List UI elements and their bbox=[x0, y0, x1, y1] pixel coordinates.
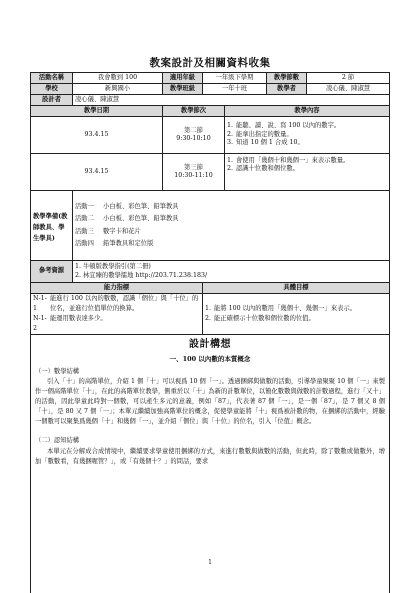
designer-value: 凌心儀、陳淑慧 bbox=[73, 95, 390, 106]
document-title: 教案設計及相關資料收集 bbox=[149, 57, 271, 69]
school-value: 新興國小 bbox=[73, 84, 163, 95]
design-row bbox=[31, 335, 390, 593]
ability-item: N-1-2 能運用數表達多少。 bbox=[33, 315, 107, 332]
session-name: 第二節 bbox=[184, 126, 203, 134]
indicators-header-row bbox=[31, 283, 390, 294]
grade-value: 一年級下學期 bbox=[203, 73, 267, 84]
design-section bbox=[31, 335, 390, 593]
references-row bbox=[31, 261, 390, 283]
grade-label: 適用年級 bbox=[163, 73, 203, 84]
content-item: 2. 能拿出指定的數量。 bbox=[227, 130, 293, 138]
page-number: 1 bbox=[208, 559, 212, 566]
schedule-content bbox=[225, 117, 390, 154]
goal-header: 具體目標 bbox=[203, 283, 390, 294]
goal-item: 2. 能正確標示十位數和個位數的位值。 bbox=[205, 315, 315, 322]
resource-item: 活動二 小白板、彩色筆、鉛筆教具 bbox=[75, 215, 179, 222]
paragraph: 本單元在分解成合成情境中，繼續要求學童使用捆綁的方式，來進行數數與做數的活動，但此時，除了數數或做數外，增加「數數看，有幾捆喔管？」，或「有幾個十？」的問話，要求 bbox=[35, 447, 385, 465]
sessions-value: 2 節 bbox=[307, 73, 390, 84]
resources-label: 教學準備(教師教具、學生學具) bbox=[31, 191, 73, 261]
designer-label: 設計者 bbox=[31, 95, 73, 106]
reference-item: 2. 林宜臻的數學擂地 http://203.71.238.183/ bbox=[75, 271, 208, 279]
ability-list bbox=[31, 294, 203, 335]
indicators-row bbox=[31, 294, 390, 335]
lesson-plan-table bbox=[30, 72, 390, 593]
goal-item: 1. 能將 100 以內的數用「幾個十、幾個一」來表示。 bbox=[205, 305, 356, 312]
header-row-1 bbox=[31, 73, 390, 84]
session-name: 第三節 bbox=[184, 163, 203, 171]
resources-row bbox=[31, 191, 390, 261]
resource-item: 活動三 數字卡和花片 bbox=[75, 227, 141, 235]
header-row-2 bbox=[31, 84, 390, 95]
schedule-row-2 bbox=[31, 154, 390, 191]
activity-name-label: 活動名稱 bbox=[31, 73, 73, 84]
content-item: 3. 知道 10 個 1 合成 10。 bbox=[227, 139, 304, 147]
design-section-title: 一、100 以內數的本質概念 bbox=[169, 355, 251, 364]
class-value: 一年十班 bbox=[203, 84, 267, 95]
subsection-title: （二）認知結構 bbox=[35, 437, 80, 445]
schedule-date: 93.4.15 bbox=[31, 117, 163, 154]
schedule-row-1 bbox=[31, 117, 390, 154]
resource-item: 活動一 小白板、彩色筆、鉛筆教具 bbox=[75, 202, 179, 210]
resources-list bbox=[73, 191, 390, 261]
session-time: 10:30-11:10 bbox=[174, 172, 213, 179]
resource-item: 活動四 鉛筆教具和定位版 bbox=[75, 240, 154, 247]
design-title: 設計構想 bbox=[189, 339, 231, 350]
ability-header: 能力指標 bbox=[31, 283, 203, 294]
paragraph: 引入「十」的高階單位，介紹 1 個「十」可以視爲 10 個「一」。透過捆綁與做數的活動，引導學童聚聚 10 個「一」來製作一個高階單位「十」，在此的高階單位教學，側重於以「十」為新的計數單位，以簡化數數與做數的計數過程，進行「又十」的活動，因此學童此時對一個數，可以產生多元的意義，例如「87」，代表著 87 個「一」，是一個「87」，是 7 個又 8 個「十」，是 80 又 7 個「一」；本單元繼續加強高階單位的概念，促使學童能將「十」視爲被計數的物，在捆綁的活動中，經驗一個數可以聚集爲幾個「十」和幾個「一」，並介紹「個位」與「十位」的位名，引入「位值」概念。 bbox=[35, 378, 385, 426]
schedule-session bbox=[163, 154, 225, 191]
ability-item: N-1-1 能進行 100 以內的數數，認識「個位」與「十位」的位名，並進行位值單位的換算。 bbox=[33, 295, 199, 312]
schedule-content bbox=[225, 154, 390, 191]
teacher-label: 教學者 bbox=[267, 84, 307, 95]
session-time: 9:30-10:10 bbox=[176, 135, 211, 142]
class-label: 教學班級 bbox=[163, 84, 203, 95]
content-item: 1. 會使用「幾個十和幾個一」來表示數量。 bbox=[227, 157, 350, 164]
col-session-header: 教學節次 bbox=[163, 106, 225, 117]
goal-list bbox=[203, 294, 390, 335]
sessions-label: 教學節數 bbox=[267, 73, 307, 84]
references-label: 參考資源 bbox=[31, 261, 73, 283]
content-item: 1. 能聽、讀、說、寫 100 以內的數字。 bbox=[227, 122, 341, 130]
subsection-title: （一）數學結構 bbox=[35, 367, 80, 375]
header-row-3 bbox=[31, 95, 390, 106]
reference-item: 1. 牛頓版教學指引(第二冊) bbox=[75, 263, 151, 271]
references-list bbox=[73, 261, 390, 283]
schedule-session bbox=[163, 117, 225, 154]
col-content-header: 教學內容 bbox=[225, 106, 390, 117]
schedule-date: 93.4.15 bbox=[31, 154, 163, 191]
activity-name-value: 我會數到 100 bbox=[73, 73, 163, 84]
content-item: 2. 認識十位數和個位數。 bbox=[227, 165, 299, 173]
col-date-header: 教學日期 bbox=[31, 106, 163, 117]
teacher-value: 凌心儀、陳淑慧 bbox=[307, 84, 390, 95]
school-label: 學校 bbox=[31, 84, 73, 95]
schedule-header-row bbox=[31, 106, 390, 117]
